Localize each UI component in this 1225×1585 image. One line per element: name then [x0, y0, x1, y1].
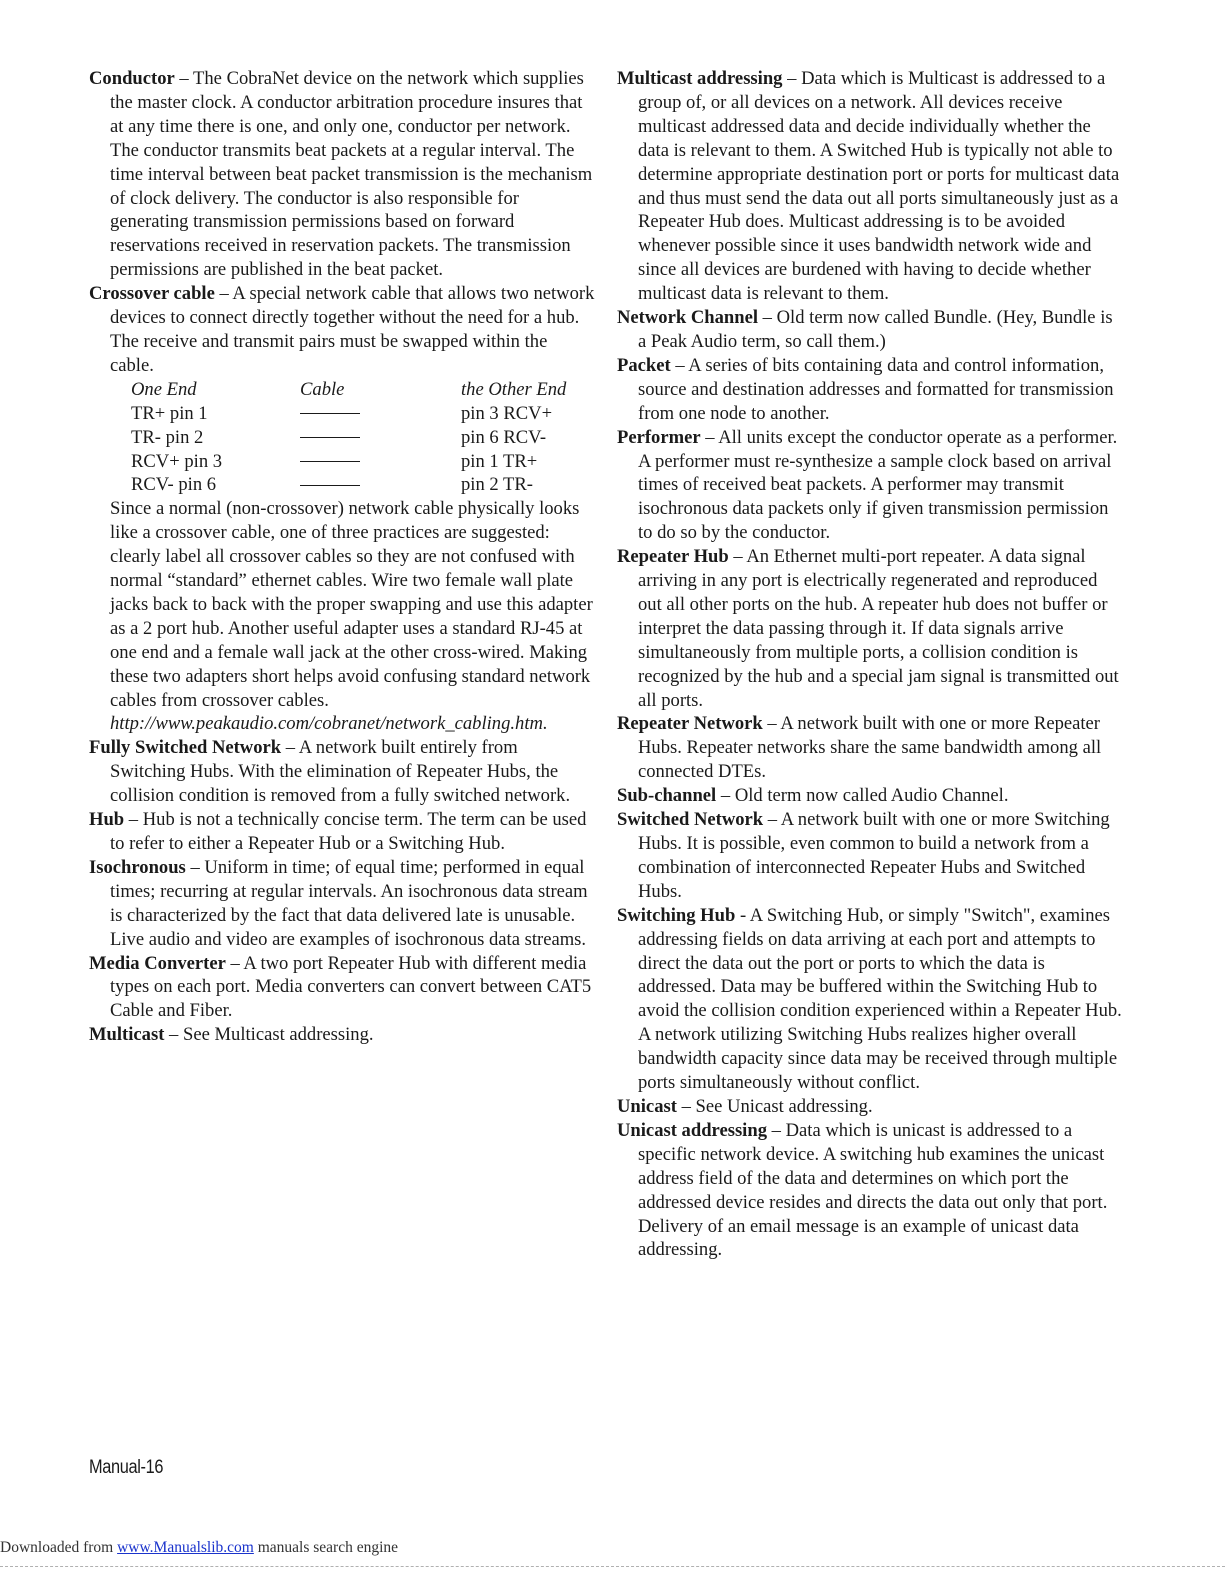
entry-term: Hub	[89, 809, 125, 831]
cable-line	[300, 426, 461, 450]
entry-definition: See Unicast addressing.	[695, 1095, 873, 1117]
glossary-entry-multicast: Multicast – See Multicast addressing.	[89, 1024, 374, 1046]
entry-definition: A network built with one or more Repeater Hubs. Repeater networks share the same bandwidth among all connected DTEs.	[638, 713, 1102, 783]
table-row	[131, 450, 595, 474]
entry-definition: A series of bits containing data and control information, source and destination addresses and formatted for transmission from one node to another.	[638, 354, 1114, 424]
entry-term: Unicast addressing	[617, 1119, 767, 1141]
entry-definition: All units except the conductor operate as a performer. A performer must re-synthesize a sample clock based on arrival times of received beat packets. A performer may transmit isochronous data packets only if given transmission permission to do so by the conductor.	[638, 426, 1118, 544]
cable-line	[300, 450, 461, 474]
entry-term: Network Channel	[617, 307, 759, 329]
entry-term: Multicast	[89, 1024, 165, 1046]
entry-term: Sub-channel	[617, 785, 717, 807]
right-column	[617, 67, 1125, 1262]
entry-definition: A special network cable that allows two network devices to connect directly together without the need for a hub. The receive and transmit pairs must be swapped within the cable.	[110, 283, 595, 376]
glossary-entry-isochronous: Isochronous – Uniform in time; of equal time; performed in equal times; recurring at regular intervals. An isochronous data stream is characterized by the fact that data delivered late is unusable. Live audio and video are examples of isochronous data streams.	[89, 856, 588, 950]
table-cell: pin 6 RCV-	[461, 426, 547, 448]
crossover-cable-notes: Since a normal (non-crossover) network cable physically looks like a crossover cable, one of three practices are suggested: clearly label all crossover cables so they are not confused with normal “standard” ethernet cables. Wire two female wall plate jacks back to back with the proper swapping and use this adapter as a 2 port hub. Another useful adapter uses a standard RJ-45 at one end and a female wall jack at the other cross-wired. Making these two adapters short helps avoid confusing standard network cables from crossover cables. http://www.peakaudio.com/cobranet/network_cabling.htm.	[110, 498, 593, 735]
glossary-entry-unicast-addressing: Unicast addressing – Data which is unicast is addressed to a specific network device. A switching hub examines the unicast address field of the data and determines on which port the addressed device resides and directs the data out only that port. Delivery of an email message is an example of unicast data addressing.	[617, 1119, 1108, 1261]
glossary-entry-repeater-network: Repeater Network – A network built with one or more Repeater Hubs. Repeater networks share the same bandwidth among all connected DTEs.	[617, 713, 1102, 783]
cabling-url: http://www.peakaudio.com/cobranet/network_cabling.htm.	[110, 713, 548, 735]
cable-line	[300, 473, 461, 497]
entry-definition: A network built with one or more Switching Hubs. It is possible, even common to build a network from a combination of interconnected Repeater Hubs and Switched Hubs.	[638, 809, 1110, 902]
entry-term: Packet	[617, 354, 671, 376]
entry-definition: Old term now called Bundle. (Hey, Bundle is a Peak Audio term, so call them.)	[638, 307, 1113, 352]
glossary-entry-media-converter: Media Converter – A two port Repeater Hub with different media types on each port. Media converters can convert between CAT5 Cable and Fiber.	[89, 952, 592, 1022]
table-header: the Other End	[461, 378, 567, 400]
table-row	[131, 402, 595, 426]
entry-definition: A two port Repeater Hub with different media types on each port. Media converters can convert between CAT5 Cable and Fiber.	[110, 952, 592, 1022]
entry-definition: Uniform in time; of equal time; performed in equal times; recurring at regular intervals. An isochronous data stream is characterized by the fact that data delivered late is unusable. Live audio and video are examples of isochronous data streams.	[110, 856, 588, 950]
glossary-entry-repeater-hub: Repeater Hub – An Ethernet multi-port repeater. A data signal arriving in any port is electrically regenerated and reproduced out all other ports on the hub. A repeater hub does not buffer or interpret the data passing through it. If data signals arrive simultaneously from multiple ports, a collision condition is recognized by the hub and a special jam signal is transmitted out all ports.	[617, 546, 1119, 711]
entry-definition: Data which is unicast is addressed to a specific network device. A switching hub examines the unicast address field of the data and determines on which port the addressed device resides and directs the data out only that port. Delivery of an email message is an example of unicast data addressing.	[638, 1119, 1108, 1261]
glossary-entry-packet: Packet – A series of bits containing data and control information, source and destination addresses and formatted for transmission from one node to another.	[617, 354, 1114, 424]
glossary-entry-unicast: Unicast – See Unicast addressing.	[617, 1095, 873, 1117]
entry-definition: An Ethernet multi-port repeater. A data signal arriving in any port is electrically regenerated and reproduced out all other ports on the hub. A repeater hub does not buffer or interpret the data passing through it. If data signals arrive simultaneously from multiple ports, a collision condition is recognized by the hub and a special jam signal is transmitted out all ports.	[638, 546, 1119, 711]
footer-divider	[0, 1566, 1225, 1567]
entry-term: Media Converter	[89, 952, 226, 974]
glossary-entry-network-channel: Network Channel – Old term now called Bundle. (Hey, Bundle is a Peak Audio term, so call them.)	[617, 307, 1113, 352]
table-cell: pin 3 RCV+	[461, 402, 553, 424]
crossover-pinout-table	[131, 378, 595, 498]
table-cell: TR+ pin 1	[131, 402, 208, 424]
entry-term: Performer	[617, 426, 701, 448]
entry-definition: Hub is not a technically concise term. The term can be used to refer to either a Repeater Hub or a Switching Hub.	[110, 809, 587, 854]
left-column	[89, 67, 595, 1047]
table-cell: pin 1 TR+	[461, 450, 538, 472]
entry-term: Fully Switched Network	[89, 737, 282, 759]
table-row	[131, 473, 595, 497]
entry-term: Multicast addressing	[617, 68, 783, 89]
cable-line	[300, 402, 461, 426]
table-cell: RCV- pin 6	[131, 474, 217, 496]
glossary-entry-switching-hub: Switching Hub - A Switching Hub, or simply "Switch", examines addressing fields on data arriving at each port and attempts to direct the data out the port or ports to which the data is addressed. Data may be buffered within the Switching Hub to avoid the collision condition experienced within a Repeater Hub. A network utilizing Switching Hubs realizes higher overall bandwidth capacity since data may be received through multiple ports simultaneously without conflict.	[617, 904, 1122, 1094]
entry-definition: A Switching Hub, or simply "Switch", examines addressing fields on data arriving at each port and attempts to direct the data out the port or ports to which the data is addressed. Data may be buffered within the Switching Hub to avoid the collision condition experienced within a Repeater Hub. A network utilizing Switching Hubs realizes higher overall bandwidth capacity since data may be received through multiple ports simultaneously without conflict.	[638, 904, 1122, 1094]
download-footer: Downloaded from www.Manualslib.com manuals search engine	[0, 1539, 399, 1556]
entry-term: Repeater Network	[617, 713, 763, 735]
entry-definition: See Multicast addressing.	[183, 1024, 374, 1046]
table-cell: pin 2 TR-	[461, 474, 533, 496]
entry-term: Crossover cable	[89, 283, 215, 305]
table-header-row	[131, 378, 595, 402]
glossary-entry-switched-network: Switched Network – A network built with one or more Switching Hubs. It is possible, even common to build a network from a combination of interconnected Repeater Hubs and Switched Hubs.	[617, 809, 1110, 902]
entry-definition: Data which is Multicast is addressed to a group of, or all devices on a network. All devices receive multicast addressed data and decide individually whether the data is relevant to them. A Switched Hub is typically not able to determine appropriate destination port or ports for multicast data and thus must send the data out all ports simultaneously just as a Repeater Hub does. Multicast addressing is to be avoided whenever possible since it uses bandwidth network wide and since all devices are burdened with having to decide whether multicast data is relevant to them.	[638, 68, 1120, 305]
manualslib-link[interactable]: www.Manualslib.com	[117, 1539, 254, 1556]
page-number: Manual-16	[89, 1457, 164, 1478]
entry-term: Repeater Hub	[617, 546, 729, 568]
table-row	[131, 426, 595, 450]
glossary-entry-crossover-cable: Crossover cable – A special network cable that allows two network devices to connect directly together without the need for a hub. The receive and transmit pairs must be swapped within the cable.	[89, 283, 595, 376]
table-cell: TR- pin 2	[131, 426, 204, 448]
entry-term: Isochronous	[89, 856, 186, 878]
entry-definition: Old term now called Audio Channel.	[734, 785, 1009, 807]
entry-term: Switching Hub	[617, 904, 736, 926]
entry-definition: A network built entirely from Switching Hubs. With the elimination of Repeater Hubs, the collision condition is removed from a fully switched network.	[110, 737, 571, 807]
glossary-entry-sub-channel: Sub-channel – Old term now called Audio Channel.	[617, 785, 1009, 807]
glossary-entry-multicast-addressing: Multicast addressing – Data which is Multicast is addressed to a group of, or all devices on a network. All devices receive multicast addressed data and decide individually whether the data is relevant to them. A Switched Hub is typically not able to determine appropriate destination port or ports for multicast data and thus must send the data out all ports simultaneously just as a Repeater Hub does. Multicast addressing is to be avoided whenever possible since it uses bandwidth network wide and since all devices are burdened with having to decide whether multicast data is relevant to them.	[617, 68, 1120, 305]
table-header: Cable	[300, 378, 345, 400]
table-header: One End	[131, 378, 197, 400]
entry-term: Unicast	[617, 1095, 677, 1117]
glossary-entry-hub: Hub – Hub is not a technically concise term. The term can be used to refer to either a Repeater Hub or a Switching Hub.	[89, 809, 587, 854]
glossary-entry-performer: Performer – All units except the conductor operate as a performer. A performer must re-synthesize a sample clock based on arrival times of received beat packets. A performer may transmit isochronous data packets only if given transmission permission to do so by the conductor.	[617, 426, 1118, 544]
entry-definition: The CobraNet device on the network which supplies the master clock. A conductor arbitration procedure insures that at any time there is one, and only one, conductor per network. The conductor transmits beat packets at a regular interval. The time interval between beat packet transmission is the mechanism of clock delivery. The conductor is also responsible for generating transmission permissions based on forward reservations received in reservation packets. The transmission permissions are published in the beat packet.	[110, 68, 593, 281]
entry-term: Conductor	[89, 68, 175, 89]
glossary-entry-conductor: Conductor – The CobraNet device on the network which supplies the master clock. A conductor arbitration procedure insures that at any time there is one, and only one, conductor per network. The conductor transmits beat packets at a regular interval. The time interval between beat packet transmission is the mechanism of clock delivery. The conductor is also responsible for generating transmission permissions based on forward reservations received in reservation packets. The transmission permissions are published in the beat packet.	[89, 68, 593, 281]
table-cell: RCV+ pin 3	[131, 450, 223, 472]
glossary-entry-fully-switched-network: Fully Switched Network – A network built entirely from Switching Hubs. With the elimination of Repeater Hubs, the collision condition is removed from a fully switched network.	[89, 737, 571, 807]
entry-term: Switched Network	[617, 809, 764, 831]
